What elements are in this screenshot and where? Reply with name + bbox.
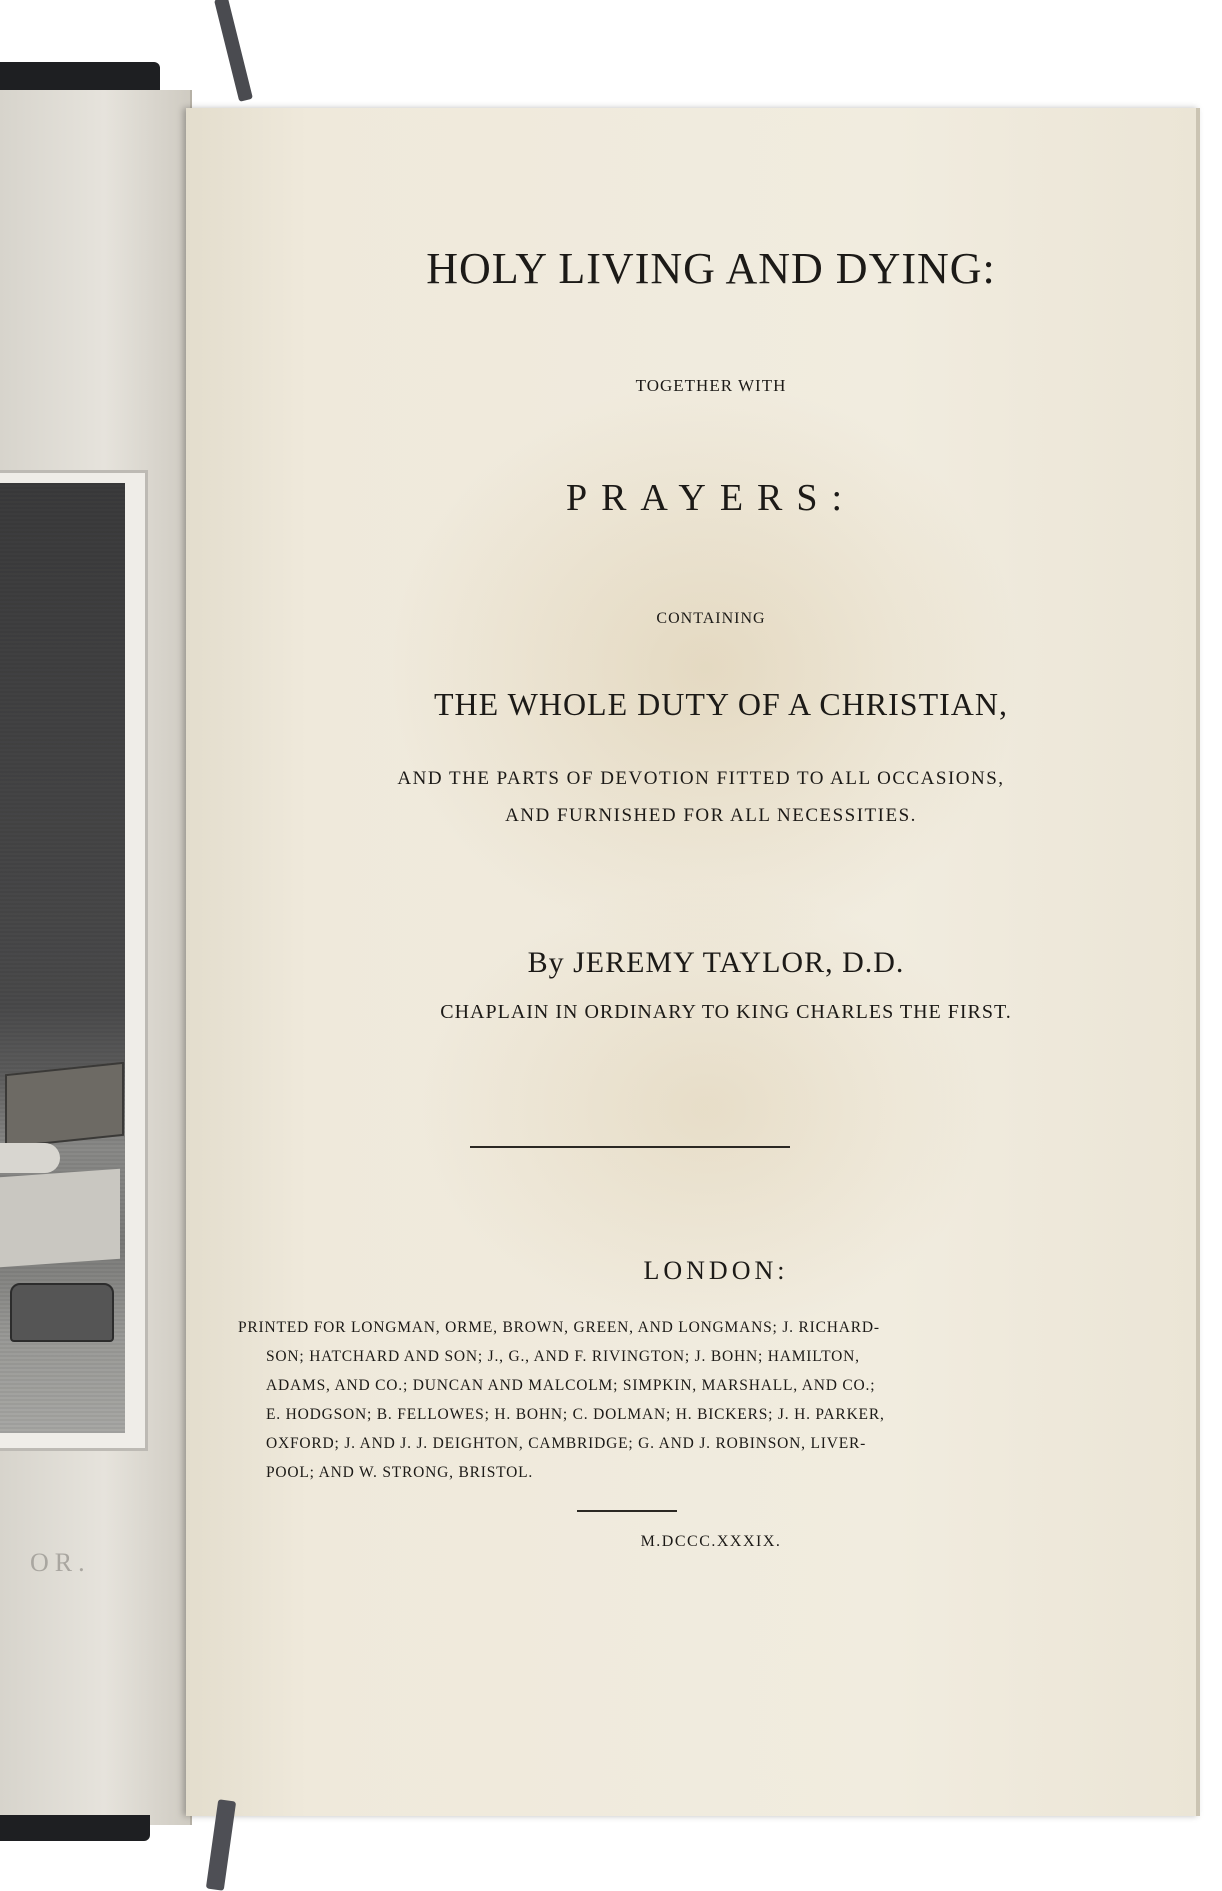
author-line: By JEREMY TAYLOR, D.D. [527, 946, 905, 979]
short-divider-rule [577, 1510, 677, 1512]
book-title: HOLY LIVING AND DYING: [426, 244, 996, 293]
subtitle-parts-line-2: AND FURNISHED FOR ALL NECESSITIES. [505, 805, 917, 826]
divider-rule [470, 1146, 790, 1148]
engraving-frame [0, 470, 148, 1451]
engraving-hand [0, 1143, 60, 1173]
imprint-block [238, 1313, 1018, 1487]
prayers-heading: PRAYERS: [565, 477, 857, 519]
frontispiece-caption: OR. [30, 1548, 91, 1577]
imprint-line: E. HODGSON; B. FELLOWES; H. BOHN; C. DOLMAN; H. BICKERS; J. H. PARKER, [266, 1406, 885, 1423]
imprint-line: SON; HATCHARD AND SON; J., G., AND F. RIVINGTON; J. BOHN; HAMILTON, [266, 1348, 860, 1365]
publication-date: M.DCCC.XXXIX. [640, 1533, 782, 1550]
bookmark-ribbon-top [214, 0, 253, 102]
engraving-portrait [0, 483, 125, 1433]
engraving-inkwell [10, 1283, 114, 1342]
imprint-line: POOL; AND W. STRONG, BRISTOL. [266, 1464, 534, 1481]
imprint-line: PRINTED FOR LONGMAN, ORME, BROWN, GREEN, AND LONGMANS; J. RICHARD- [238, 1319, 880, 1336]
imprint-line: ADAMS, AND CO.; DUNCAN AND MALCOLM; SIMPKIN, MARSHALL, AND CO.; [266, 1377, 876, 1394]
subtitle-parts-line-1: AND THE PARTS OF DEVOTION FITTED TO ALL OCCASIONS, [397, 768, 1005, 789]
imprint-line: OXFORD; J. AND J. J. DEIGHTON, CAMBRIDGE; G. AND J. ROBINSON, LIVER- [266, 1435, 867, 1452]
title-page [186, 108, 1200, 1816]
book-cover-bottom [0, 1815, 150, 1841]
place-of-publication: LONDON: [643, 1256, 789, 1285]
engraving-book [5, 1062, 124, 1149]
frontispiece-page [0, 90, 192, 1825]
engraving-paper [0, 1169, 120, 1267]
together-with-line: TOGETHER WITH [635, 376, 787, 395]
containing-line: CONTAINING [656, 610, 766, 627]
author-title-line: CHAPLAIN IN ORDINARY TO KING CHARLES THE FIRST. [440, 1001, 1012, 1023]
subtitle-duty: THE WHOLE DUTY OF A CHRISTIAN, [434, 686, 1008, 722]
